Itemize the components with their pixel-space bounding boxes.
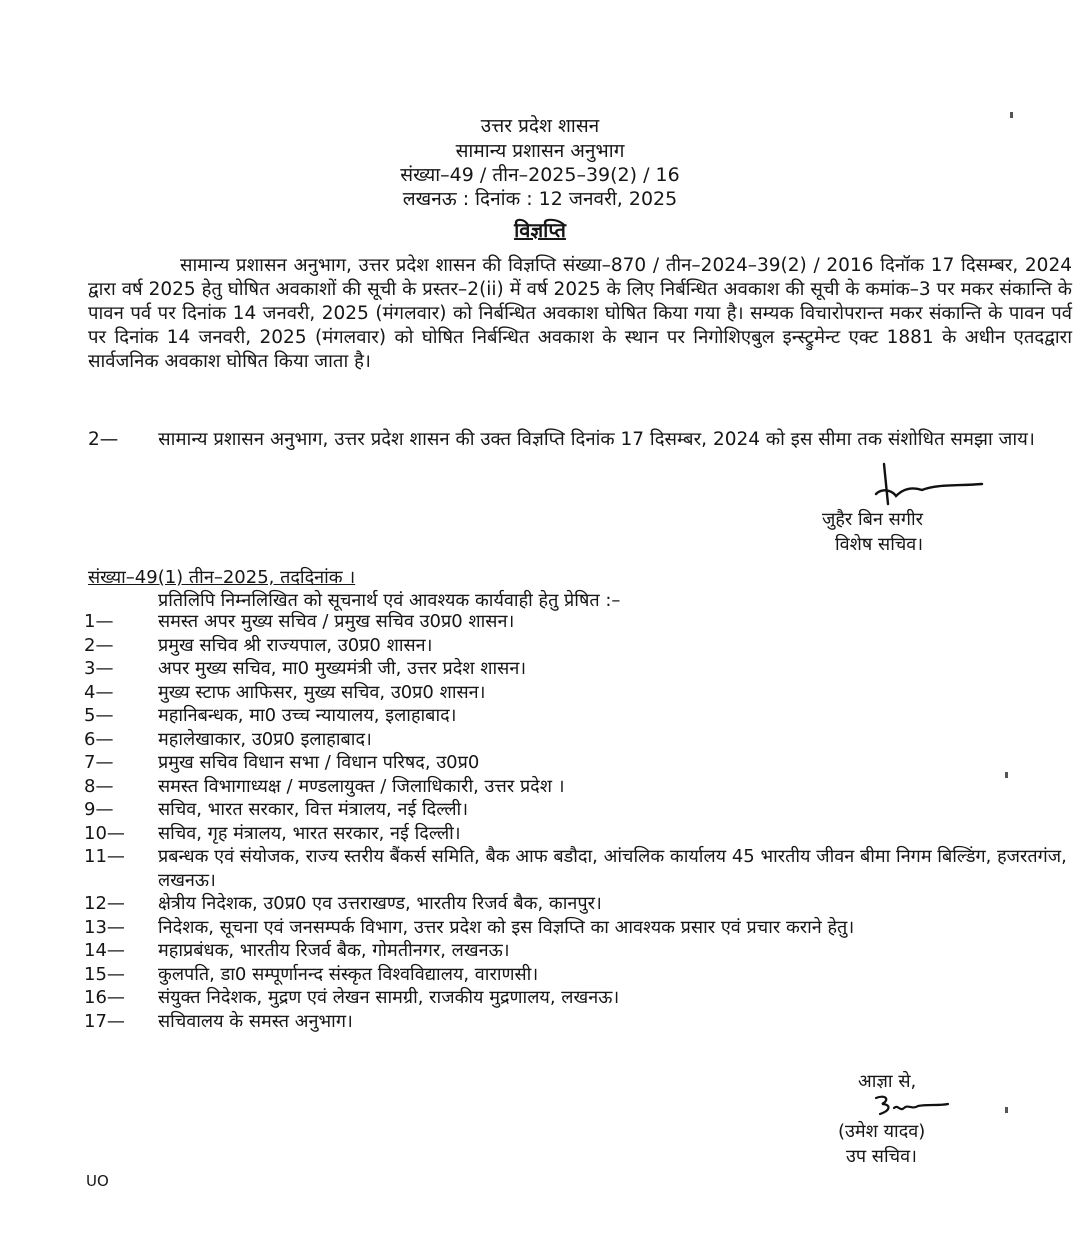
paragraph-2-number: 2— (88, 429, 119, 450)
scan-speck (1005, 1107, 1008, 1113)
signatory-1-name: जुहैर बिन सगीर (822, 509, 923, 530)
signatory-2-name: (उमेश यादव) (838, 1121, 926, 1142)
by-order-text: आज्ञा से, (858, 1071, 917, 1092)
place-date: लखनऊ : दिनांक : 12 जनवरी, 2025 (402, 188, 678, 210)
list-item: 6— महालेखाकार, उ0प्र0 इलाहाबाद। (84, 728, 372, 750)
paragraph-2-text: सामान्य प्रशासन अनुभाग, उत्तर प्रदेश शासन की उक्त विज्ञप्ति दिनांक 17 दिसम्बर, 2024 को इस सीमा तक संशोधित समझा जाय। (158, 429, 1035, 450)
signature-1-mark (862, 460, 992, 510)
paragraph-1-text: सामान्य प्रशासन अनुभाग, उत्तर प्रदेश शासन की विज्ञप्ति संख्या–870 / तीन–2024–39(2) / 2016 दिनॉक 17 दिसम्बर, 2024 द्वारा वर्ष 2025 हेतु घोषित अवकाशों की सूची के प्रस्तर–2(ii) में वर्ष 2025 के लिए निर्बन्धित अवकाश की सूची के कमांक–3 पर मकर संकान्ति के पावन पर्व पर दिनांक 14 जनवरी, 2025 (मंगलवार) को निर्बन्धित अवकाश घोषित किया गया है। सम्यक विचारोपरान्त मकर संकान्ति के पावन पर्व पर दिनांक 14 जनवरी, 2025 (मंगलवार) को घोषित निर्बन्धित अवकाश के स्थान पर निगोशिएबुल इन्स्ट्रुमेन्ट एक्ट 1881 के अधीन एतदद्वारा सार्वजनिक अवकाश घोषित किया जाता है। (88, 255, 1072, 372)
copy-intro: प्रतिलिपि निम्नलिखित को सूचनार्थ एवं आवश्यक कार्यवाही हेतु प्रेषित :– (158, 590, 621, 611)
list-item: 7— प्रमुख सचिव विधान सभा / विधान परिषद, उ0प्र0 (84, 752, 480, 773)
reference-number: संख्या–49 / तीन–2025–39(2) / 16 (400, 164, 680, 186)
list-item: 1— समस्त अपर मुख्य सचिव / प्रमुख सचिव उ0प्र0 शासन। (84, 611, 515, 632)
paragraph-1 (88, 254, 1072, 374)
recipient-list (84, 610, 1074, 1033)
signatory-2-designation: उप सचिव। (846, 1146, 917, 1167)
list-item: 17— सचिवालय के समस्त अनुभाग। (84, 1010, 353, 1032)
list-item: 2— प्रमुख सचिव श्री राज्यपाल, उ0प्र0 शासन। (84, 634, 433, 656)
list-item: 9— सचिव, भारत सरकार, वित्त मंत्रालय, नई दिल्ली। (84, 799, 469, 820)
list-item: 15— कुलपति, डा0 सम्पूर्णानन्द संस्कृत विश्वविद्यालय, वाराणसी। (84, 963, 539, 985)
government-name: उत्तर प्रदेश शासन (480, 115, 600, 137)
paragraph-2 (88, 428, 1072, 452)
list-item: 3— अपर मुख्य सचिव, मा0 मुख्यमंत्री जी, उत्तर प्रदेश शासन। (84, 658, 527, 679)
scan-speck (1005, 772, 1008, 778)
document-title: विज्ञप्ति (514, 218, 566, 242)
footer-mark: UO (86, 1172, 109, 1190)
list-item: 10— सचिव, गृह मंत्रालय, भारत सरकार, नई दिल्ली। (84, 822, 461, 844)
signature-2-mark (872, 1092, 952, 1120)
signatory-1-designation: विशेष सचिव। (835, 534, 924, 555)
copy-reference: संख्या–49(1) तीन–2025, तददिनांक । (88, 567, 356, 588)
list-item: 14— महाप्रबंधक, भारतीय रिजर्व बैक, गोमतीनगर, लखनऊ। (84, 940, 510, 961)
list-item: 12— क्षेत्रीय निदेशक, उ0प्र0 एव उत्तराखण्ड, भारतीय रिजर्व बैक, कानपुर। (84, 893, 602, 914)
list-item: 11— प्रबन्धक एवं संयोजक, राज्य स्तरीय बैंकर्स समिति, बैक आफ बडौदा, आंचलिक कार्यालय 45 भारतीय जीवन बीमा निगम बिल्डिंग, हजरतगंज, लखनऊ। (84, 846, 1067, 891)
list-item: 5— महानिबन्धक, मा0 उच्च न्यायालय, इलाहाबाद। (84, 705, 457, 726)
list-item: 8— समस्त विभागाध्यक्ष / मण्डलायुक्त / जिलाधिकारी, उत्तर प्रदेश । (84, 775, 565, 797)
department-name: सामान्य प्रशासन अनुभाग (455, 140, 625, 162)
list-item: 16— संयुक्त निदेशक, मुद्रण एवं लेखन सामग्री, राजकीय मुद्रणालय, लखनऊ। (84, 987, 620, 1008)
list-item: 13— निदेशक, सूचना एवं जनसम्पर्क विभाग, उत्तर प्रदेश को इस विज्ञप्ति का आवश्यक प्रसार एवं प्रचार कराने हेतु। (84, 916, 855, 938)
scan-speck (1010, 112, 1013, 118)
list-item: 4— मुख्य स्टाफ आफिसर, मुख्य सचिव, उ0प्र0 शासन। (84, 681, 486, 703)
